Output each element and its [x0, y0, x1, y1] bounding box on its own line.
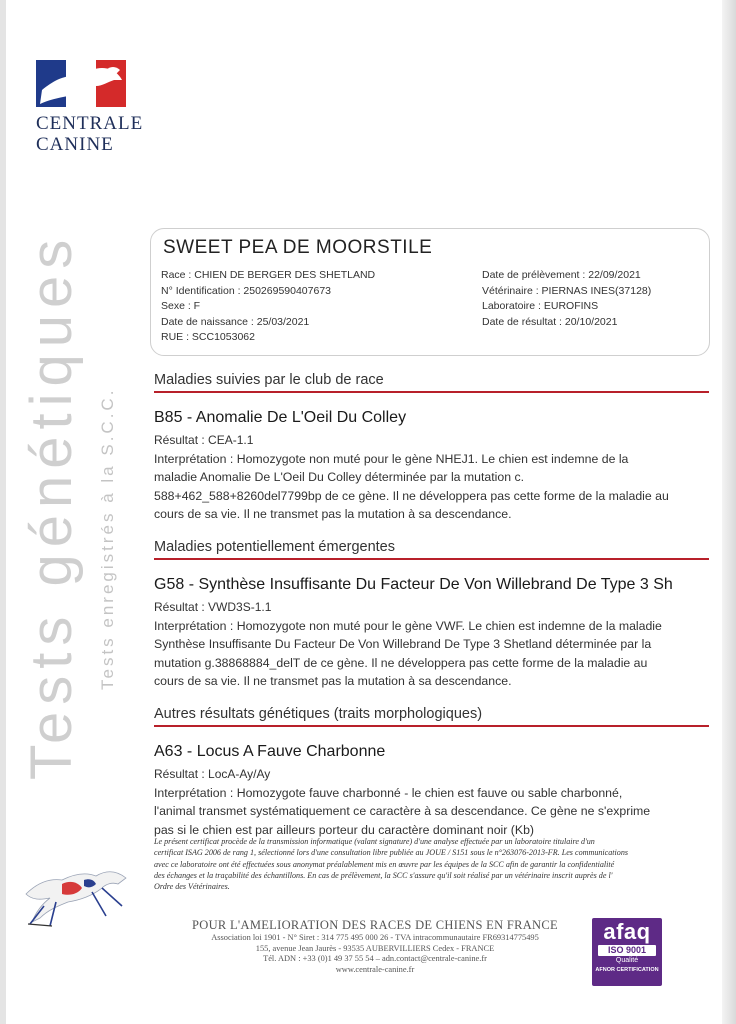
footer-association: Association loi 1901 - N° Siret : 314 775 495 000 26 - TVA intracommunautaire FR69314775495 [211, 933, 539, 942]
dog-identity-box [150, 228, 710, 356]
interp-line: 588+462_588+8260del7799bp de ce gène. Il ne développera pas cette forme de la maladie au [154, 488, 669, 503]
race-field: Race : CHIEN DE BERGER DES SHETLAND [161, 269, 376, 281]
afnor-label: AFNOR CERTIFICATION [595, 967, 659, 973]
iso-label: ISO 9001 [598, 945, 656, 956]
test-title-b85: B85 - Anomalie De L'Oeil Du Colley [154, 409, 407, 426]
result-date-field: Date de résultat : 20/10/2021 [482, 315, 618, 328]
centrale-canine-logo [36, 60, 144, 155]
interp-line: cours de sa vie. Il ne transmet pas la mutation à sa descendance. [154, 506, 512, 521]
vertical-subtitle: Tests enregistrés à la S.C.C. [98, 387, 117, 690]
interp-line: Interprétation : Homozygote non muté pour le gène VWF. Le chien est indemne de la maladie [154, 619, 662, 633]
rue-field: RUE : SCC1053062 [161, 331, 255, 343]
interp-line: mutation g.38868884_delT de ce gène. Il ne développera pas cette forme de la maladie au [154, 655, 648, 670]
sampling-date-field: Date de prélèvement : 22/09/2021 [482, 269, 641, 281]
test-result-g58: Résultat : VWD3S-1.1 [154, 600, 272, 614]
page-left-edge [0, 0, 6, 1024]
interpretation-a63 [154, 784, 710, 839]
footer-slogan: POUR L'AMELIORATION DES RACES DE CHIENS EN FRANCE [192, 918, 558, 932]
footer-contact: Tél. ADN : +33 (0)1 49 37 55 54 – adn.contact@centrale-canine.fr [263, 954, 487, 963]
section-heading-emerging: Maladies potentiellement émergentes [154, 539, 709, 560]
section-heading-breed-club: Maladies suivies par le club de race [154, 372, 709, 393]
interp-line: cours de sa vie. Il ne transmet pas la mutation à sa descendance. [154, 673, 512, 688]
dog-name: SWEET PEA DE MOORSTILE [163, 237, 433, 258]
interp-line: Synthèse Insuffisante Du Facteur De Von Willebrand De Type 3 Shetland déterminée par la [154, 637, 652, 652]
birth-date-field: Date de naissance : 25/03/2021 [161, 315, 310, 328]
interpretation-b85 [154, 450, 710, 523]
footer-address: 155, avenue Jean Jaurès - 93535 AUBERVILLIERS Cedex - FRANCE [255, 943, 495, 953]
section-heading-morphology: Autres résultats génétiques (traits morphologiques) [154, 706, 709, 727]
footer [140, 918, 610, 975]
page-right-edge [722, 0, 736, 1024]
interpretation-g58 [154, 617, 710, 690]
interp-line: pas si le chien est par ailleurs porteur du caractère dominant noir (Kb) [154, 822, 535, 837]
interp-line: Interprétation : Homozygote fauve charbonné - le chien est fauve ou sable charbonné, [154, 786, 623, 800]
flag-dog-emblem-icon [36, 60, 126, 107]
afaq-brand: afaq [603, 919, 651, 944]
legal-line: certificat ISAG 2006 de rang 1, sélectionné lors d'une consultation libre publiée au JOUE / S151 sous le n°263076-2013-FR. Les communications [154, 848, 629, 858]
legal-line: Le présent certificat procède de la transmission informatique (valant signature) d'une analyse effectuée par un laboratoire titulaire d'un [154, 837, 595, 846]
legal-line: avec ce laboratoire ont été effectuées sous anonymat préalablement mis en œuvre par les équipes de la SCC afin de garantir la confidentialité [154, 859, 615, 869]
quality-label: Qualité [615, 957, 639, 964]
legal-line: des échanges et la traçabilité des échantillons. En cas de prélèvement, la SCC s'assure qu'il soit réalisé par un vétérinaire inscrit auprès de l' [154, 870, 613, 880]
afaq-iso-badge [592, 918, 662, 986]
legal-notice [154, 836, 706, 892]
dog-info-right [482, 268, 651, 330]
interp-line: maladie Anomalie De L'Oeil Du Colley déterminée par la mutation c. [154, 470, 525, 485]
dog-info-left [161, 268, 375, 346]
logo-text-canine: CANINE [36, 134, 114, 155]
interp-line: l'animal transmet systématiquement ce caractère à sa descendance. Ce gène ne s'exprime [154, 804, 651, 819]
veterinarian-field: Vétérinaire : PIERNAS INES(37128) [482, 284, 652, 297]
test-result-b85: Résultat : CEA-1.1 [154, 433, 254, 447]
sex-field: Sexe : F [161, 300, 201, 312]
interp-line: Interprétation : Homozygote non muté pour le gène NHEJ1. Le chien est indemne de la [154, 452, 629, 466]
vertical-title: Tests génétiques [19, 232, 84, 780]
test-result-a63: Résultat : LocA-Ay/Ay [154, 767, 271, 781]
identification-field: N° Identification : 250269590407673 [161, 284, 331, 297]
test-title-a63: A63 - Locus A Fauve Charbonne [154, 743, 386, 760]
running-dog-icon [22, 866, 132, 933]
test-title-g58: G58 - Synthèse Insuffisante Du Facteur De Von Willebrand De Type 3 Sh [154, 576, 673, 593]
legal-line: Ordre des Vétérinaires. [154, 882, 230, 892]
logo-text-centrale: CENTRALE [36, 113, 144, 134]
laboratory-field: Laboratoire : EUROFINS [482, 300, 599, 312]
footer-website: www.centrale-canine.fr [335, 964, 415, 974]
